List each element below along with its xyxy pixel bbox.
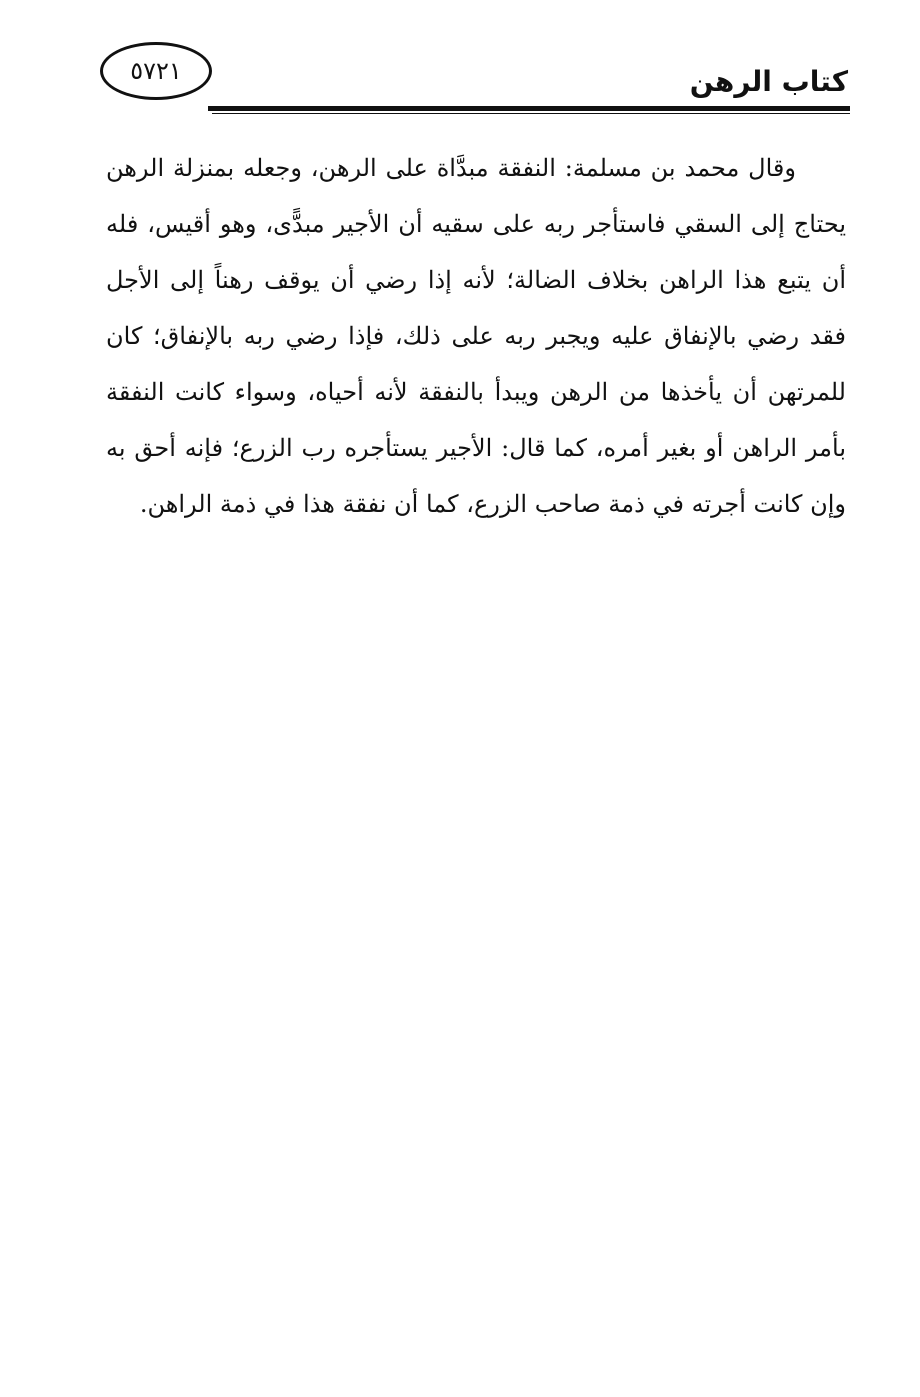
page-header	[100, 42, 852, 117]
page-body	[106, 140, 846, 532]
book-title: كتاب الرهن	[689, 65, 848, 98]
header-rule	[208, 106, 850, 111]
page-number: ٥٧٢١	[130, 57, 182, 85]
page-number-badge	[100, 42, 212, 100]
body-paragraph: وقال محمد بن مسلمة: النفقة مبدَّاة على الرهن، وجعله بمنزلة الرهن يحتاج إلى السقي فاستأجر ربه على سقيه أن الأجير مبدًّى، وهو أقيس، فله أن يتبع هذا الراهن بخلاف الضالة؛ لأنه إذا رضي أن يوقف رهناً إلى الأجل فقد رضي بالإنفاق عليه ويجبر ربه على ذلك، فإذا رضي ربه بالإنفاق؛ كان للمرتهن أن يأخذها من الرهن ويبدأ بالنفقة لأنه أحياه، وسواء كانت النفقة بأمر الراهن أو بغير أمره، كما قال: الأجير يستأجره رب الزرع؛ فإنه أحق به وإن كانت أجرته في ذمة صاحب الزرع، كما أن نفقة هذا في ذمة الراهن.	[106, 154, 847, 518]
header-rule-thin	[212, 113, 850, 114]
